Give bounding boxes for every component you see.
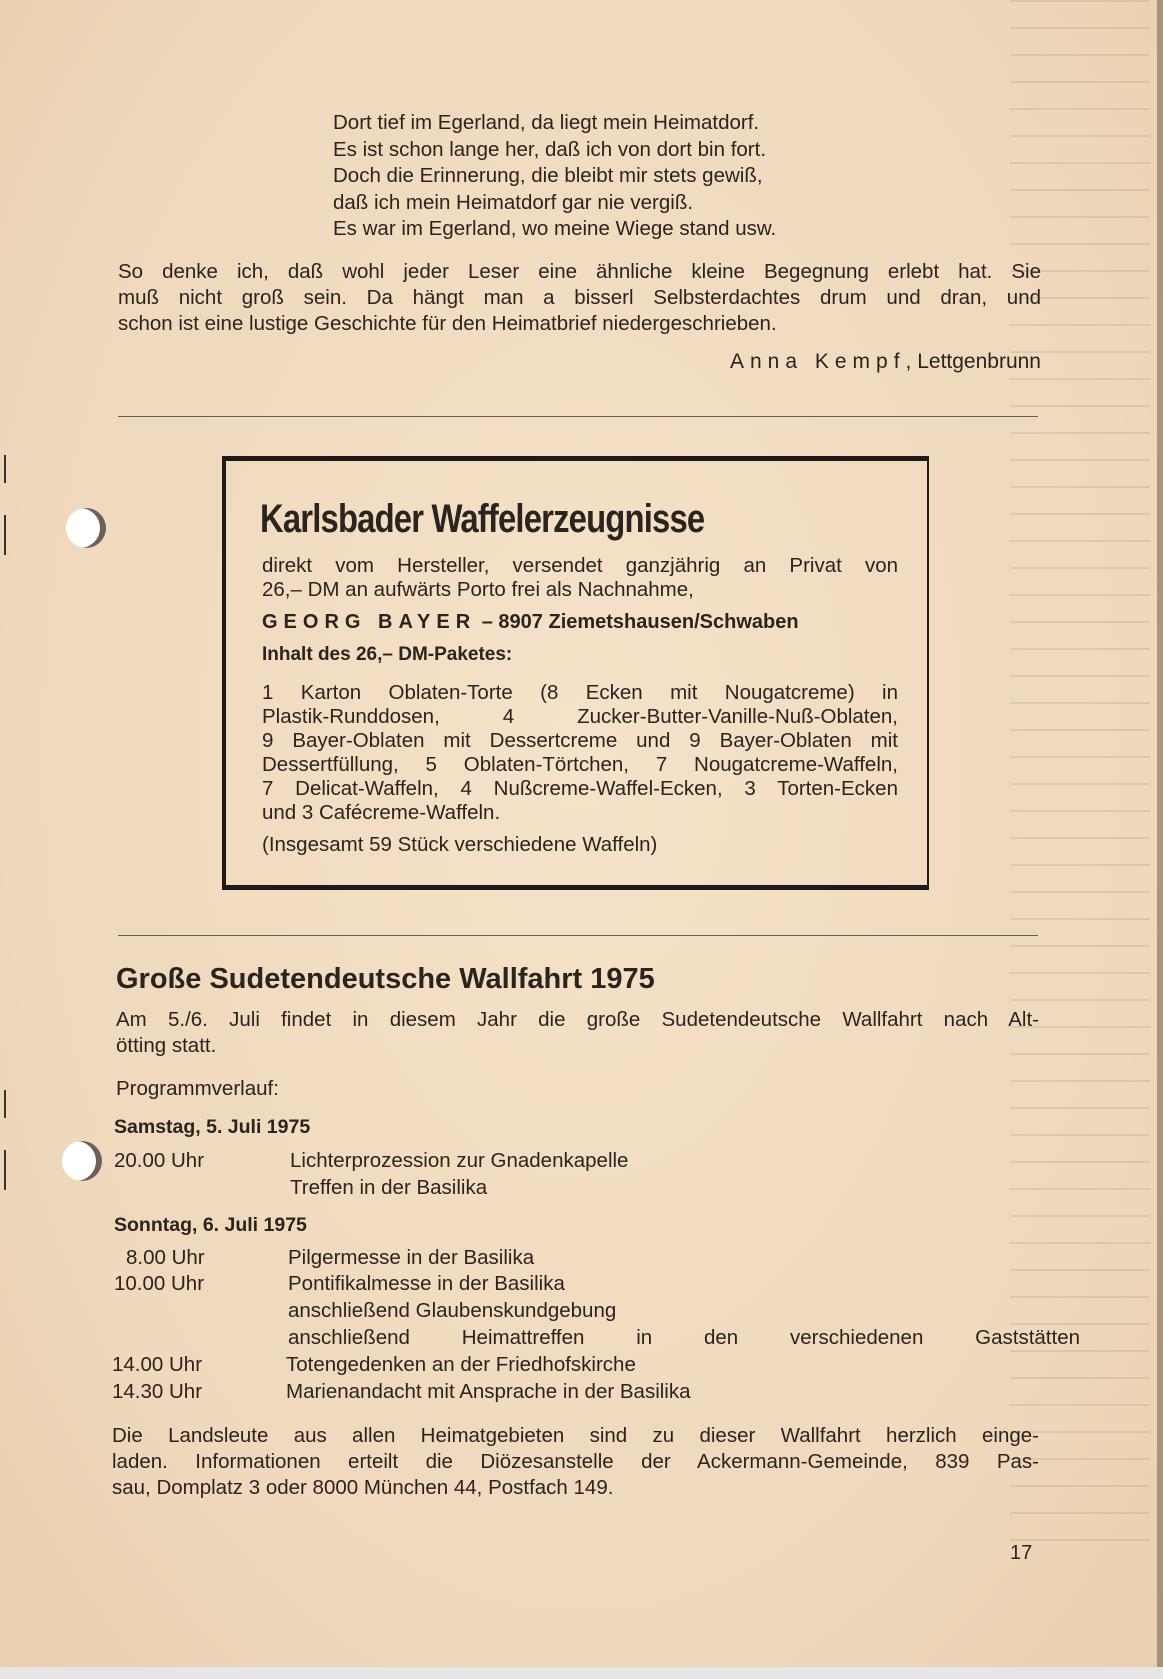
poem-line: Es war im Egerland, wo meine Wiege stand usw. (333, 217, 777, 240)
paragraph-line: Die Landsleute aus allen Heimatgebieten sind zu dieser Wallfahrt herzlich einge- (112, 1424, 1039, 1447)
day-heading: Sonntag, 6. Juli 1975 (114, 1214, 307, 1236)
schedule-time: 14.00 Uhr (112, 1353, 203, 1376)
ad-sender-address: – 8907 Ziemetshausen/Schwaben (476, 611, 799, 633)
paragraph-line: ötting statt. (116, 1034, 217, 1057)
schedule-time: 14.30 Uhr (112, 1380, 203, 1403)
schedule-time: 10.00 Uhr (114, 1272, 205, 1295)
ad-intro (262, 554, 898, 602)
margin-mark (4, 515, 6, 555)
page-number: 17 (1010, 1542, 1033, 1564)
paragraph-line: laden. Informationen erteilt die Diözesanstelle der Ackermann-Gemeinde, 839 Pas- (112, 1450, 1039, 1473)
ad-contents-line: und 3 Cafécreme-Waffeln. (262, 801, 501, 824)
paragraph-line: So denke ich, daß wohl jeder Leser eine ähnliche kleine Begegnung erlebt hat. Sie (118, 260, 1041, 283)
ad-contents-line: 1 Karton Oblaten-Torte (8 Ecken mit Nougatcreme) in (262, 681, 898, 704)
punch-hole-icon (66, 508, 106, 548)
author-name: Anna Kempf (729, 350, 906, 373)
poem-line: Doch die Erinnerung, die bleibt mir stets gewiß, (333, 164, 763, 187)
ad-contents-line: Plastik-Runddosen, 4 Zucker-Butter-Vanille-Nuß-Oblaten, (262, 705, 898, 728)
schedule-time: 8.00 Uhr (126, 1246, 205, 1269)
ad-contents (262, 681, 898, 825)
schedule-desc: Totengedenken an der Friedhofskirche (286, 1353, 636, 1376)
ad-sender-name: GEORG BAYER (262, 611, 477, 633)
page-edge-bottom (0, 1667, 1163, 1679)
schedule-time: 20.00 Uhr (114, 1149, 205, 1172)
page-edge-right (1157, 0, 1163, 1679)
margin-mark (4, 1090, 6, 1118)
schedule-desc: Treffen in der Basilika (290, 1176, 488, 1199)
poem (333, 110, 893, 243)
author-signature (730, 350, 1041, 374)
intro-paragraph (118, 259, 1041, 337)
program-label: Programmverlauf: (116, 1077, 279, 1100)
paragraph-line: Am 5./6. Juli findet in diesem Jahr die große Sudetendeutsche Wallfahrt nach Alt- (116, 1008, 1039, 1031)
paragraph-line: muß nicht groß sein. Da hängt man a bisserl Selbsterdachtes drum und dran, und (118, 286, 1041, 309)
pilgrimage-intro (116, 1007, 1039, 1059)
day-heading: Samstag, 5. Juli 1975 (114, 1116, 311, 1138)
schedule-desc: anschließend Glaubenskundgebung (288, 1299, 617, 1322)
divider (118, 416, 1038, 417)
author-place: , Lettgenbrunn (905, 350, 1041, 373)
schedule-desc: Marienandacht mit Ansprache in der Basilika (286, 1380, 691, 1403)
margin-mark (4, 1150, 6, 1190)
poem-line: Es ist schon lange her, daß ich von dort bin fort. (333, 137, 767, 161)
schedule-desc: Pontifikalmesse in der Basilika (288, 1272, 565, 1295)
section-heading: Große Sudetendeutsche Wallfahrt 1975 (116, 963, 655, 995)
ad-intro-line: direkt vom Hersteller, versendet ganzjährig an Privat von (262, 554, 898, 577)
schedule-desc: Lichterprozession zur Gnadenkapelle (290, 1149, 629, 1172)
ad-contents-line: Dessertfüllung, 5 Oblaten-Törtchen, 7 Nougatcreme-Waffeln, (262, 753, 898, 776)
punch-hole-icon (62, 1141, 102, 1181)
poem-line: Dort tief im Egerland, da liegt mein Heimatdorf. (333, 111, 760, 134)
divider (118, 935, 1038, 936)
paragraph-line: sau, Domplatz 3 oder 8000 München 44, Postfach 149. (112, 1476, 614, 1499)
ad-title: Karlsbader Waffelerzeugnisse (260, 497, 705, 541)
margin-mark (4, 455, 6, 483)
ad-contents-heading: Inhalt des 26,– DM-Paketes: (262, 644, 513, 665)
ad-contents-line: 9 Bayer-Oblaten mit Dessertcreme und 9 Bayer-Oblaten mit (262, 729, 898, 752)
schedule-desc: Pilgermesse in der Basilika (288, 1246, 535, 1269)
poem-line: daß ich mein Heimatdorf gar nie vergiß. (333, 190, 694, 214)
ad-total: (Insgesamt 59 Stück verschiedene Waffeln) (262, 833, 658, 856)
pilgrimage-closing (112, 1423, 1039, 1501)
ad-sender (262, 611, 799, 634)
ad-contents-line: 7 Delicat-Waffeln, 4 Nußcreme-Waffel-Ecken, 3 Torten-Ecken (262, 777, 898, 800)
paragraph-line: schon ist eine lustige Geschichte für den Heimatbrief niedergeschrieben. (118, 312, 777, 335)
schedule-desc: anschließend Heimattreffen in den verschiedenen Gaststätten (288, 1326, 1080, 1349)
advertisement-box (222, 456, 929, 890)
ad-intro-line: 26,– DM an aufwärts Porto frei als Nachnahme, (262, 578, 694, 601)
